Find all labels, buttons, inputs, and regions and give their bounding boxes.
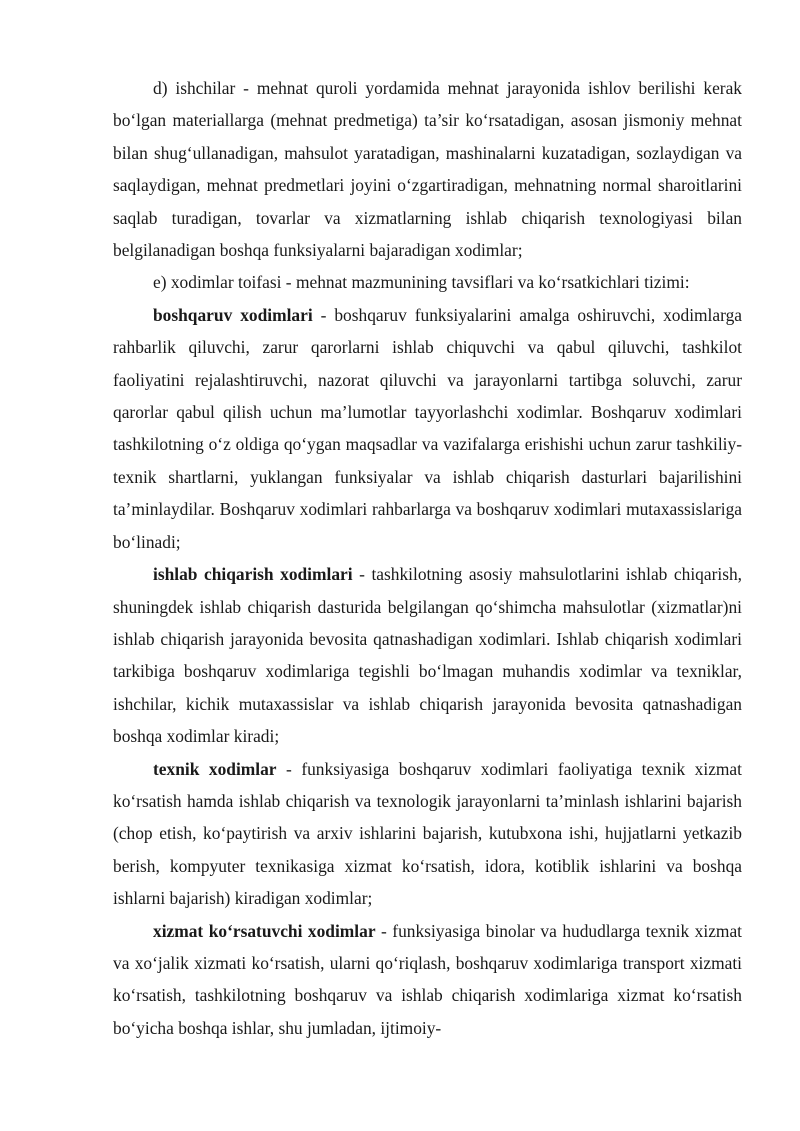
paragraph-text: - funksiyasiga binolar va hududlarga texnik xizmat va xo‘jalik xizmati ko‘rsatish, ularni qo‘riqlash, boshqaruv xodimlariga transport xizmati ko‘rsatish, tashkilotning boshqaruv va ishlab chiqarish xodimlariga xizmat ko‘rsatish bo‘yicha boshqa ishlar, shu jumladan, ijtimoiy- xyxy=(113,920,743,1038)
paragraph-text: e) xodimlar toifasi - mehnat mazmunining tavsiflari va ko‘rsatkichlari tizimi: xyxy=(153,272,690,293)
paragraph-text: - tashkilotning asosiy mahsulotlarini ishlab chiqarish, shuningdek ishlab chiqarish dasturida belgilangan qo‘shimcha mahsulotlar (xizmatlar)ni ishlab chiqarish jarayonida bevosita qatnashadigan xodimlari. Ishlab chiqarish xodimlari tarkibiga boshqaruv xodimlariga tegishli bo‘lmagan muhandis xodimlar va texniklar, ishchilar, kichik mutaxassislar va ishlab chiqarish jarayonida bevosita qatnashadigan boshqa xodimlar kiradi; xyxy=(113,564,742,747)
paragraph-texnik-xodimlar xyxy=(113,753,742,915)
paragraph-boshqaruv-xodimlari xyxy=(113,299,742,558)
paragraph-term: ishlab chiqarish xodimlari xyxy=(153,564,353,585)
paragraph-ishchilar xyxy=(113,72,742,266)
paragraph-text: d) ishchilar - mehnat quroli yordamida mehnat jarayonida ishlov berilishi kerak bo‘lgan materiallarga (mehnat predmetiga) ta’sir ko‘rsatadigan, asosan jismoniy mehnat bilan shug‘ullanadigan, mahsulot yaratadigan, mashinalarni kuzatadigan, sozlaydigan va saqlaydigan, mehnat predmetlari joyini o‘zgartiradigan, mehnatning normal sharoitlarini saqlab turadigan, tovarlar va xizmatlarning ishlab chiqarish texnologiyasi bilan belgilanadigan boshqa funksiyalarni bajaradigan xodimlar; xyxy=(113,78,742,261)
paragraph-ishlab-chiqarish-xodimlari xyxy=(113,558,742,752)
paragraph-text: - boshqaruv funksiyalarini amalga oshiruvchi, xodimlarga rahbarlik qiluvchi, zarur qarorlarni ishlab chiquvchi va qabul qiluvchi, tashkilot faoliyatini rejalashtiruvchi, nazorat qiluvchi va jarayonlarni tartibga soluvchi, zarur qarorlar qabul qilish uchun ma’lumotlar tayyorlashchi xodimlar. Boshqaruv xodimlari tashkilotning o‘z oldiga qo‘ygan maqsadlar va vazifalarga erishishi uchun zarur tashkiliy- texnik shartlarni, yuklangan funksiyalar va ishlab chiqarish dasturlari bajarilishini ta’minlaydilar. Boshqaruv xodimlari rahbarlarga va boshqaruv xodimlari mutaxassislariga bo‘linadi; xyxy=(113,304,743,552)
paragraph-term: boshqaruv xodimlari xyxy=(153,304,313,325)
paragraph-xodimlar-toifasi xyxy=(113,266,742,298)
paragraph-term: xizmat ko‘rsatuvchi xodimlar xyxy=(153,920,376,941)
paragraph-xizmat-korsatuvchi-xodimlar xyxy=(113,915,742,1045)
paragraph-text: - funksiyasiga boshqaruv xodimlari faoliyatiga texnik xizmat ko‘rsatish hamda ishlab chiqarish va texnologik jarayonlarni ta’minlash ishlarini bajarish (chop etish, ko‘paytirish va arxiv ishlarini bajarish, kutubxona ishi, hujjatlarni yetkazib berish, kompyuter texnikasiga xizmat ko‘rsatish, idora, kotiblik ishlarini va boshqa ishlarni bajarish) kiradigan xodimlar; xyxy=(113,758,742,909)
paragraph-term: texnik xodimlar xyxy=(153,758,277,779)
document-page xyxy=(113,72,742,1044)
